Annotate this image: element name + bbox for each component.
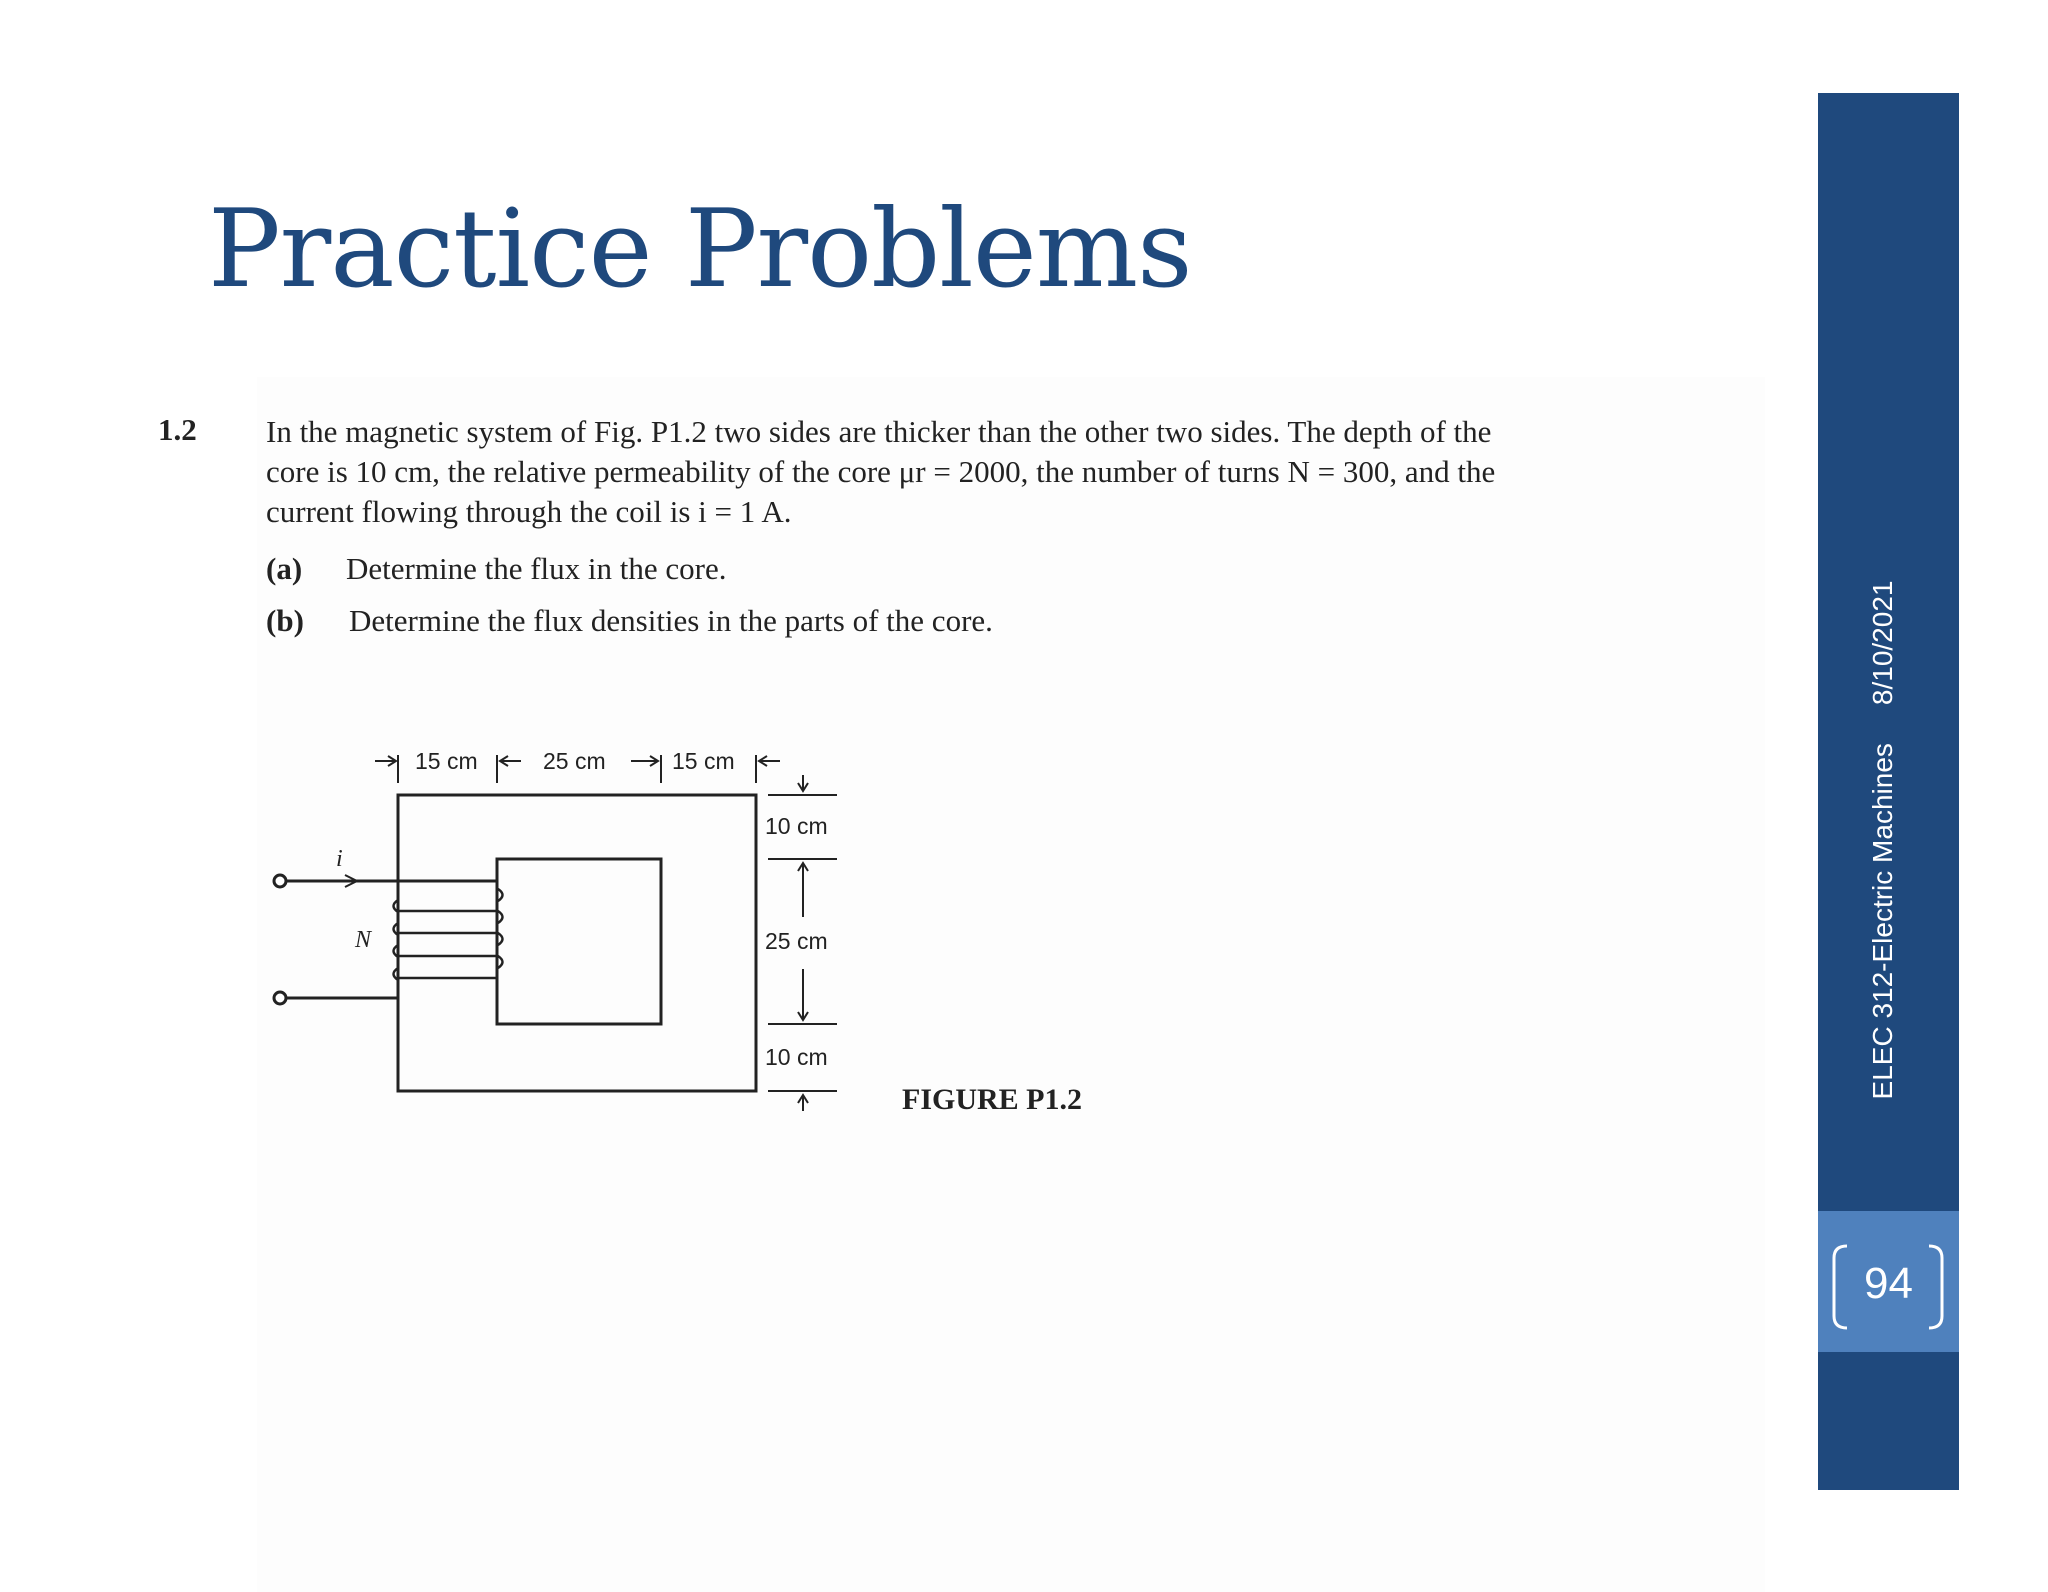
part-label: (b) <box>266 603 304 638</box>
course-name: ELEC 312-Electric Machines <box>1867 743 1898 1100</box>
part-text: Determine the flux densities in the parts of the core. <box>349 603 993 638</box>
slide-title: Practice Problems <box>208 187 1192 312</box>
magnetic-core-diagram <box>255 725 855 1135</box>
problem-line: In the magnetic system of Fig. P1.2 two sides are thicker than the other two sides. The depth of the <box>266 414 1492 449</box>
side-dim-label: 10 cm <box>765 1044 828 1070</box>
side-dim-label: 10 cm <box>765 813 828 839</box>
turns-symbol: N <box>355 927 372 953</box>
problem-number: 1.2 <box>158 412 197 447</box>
side-dim-label: 25 cm <box>765 928 828 954</box>
problem-line: core is 10 cm, the relative permeability of the core μr = 2000, the number of turns N = 300, and the <box>266 454 1496 489</box>
top-dim-label: 15 cm <box>672 748 735 774</box>
terminal-top <box>274 875 286 887</box>
problem-line: current flowing through the coil is i = 1 A. <box>266 494 792 529</box>
coil-winding <box>394 889 503 980</box>
problem-part-a <box>266 551 726 587</box>
terminal-bottom <box>274 992 286 1004</box>
core-window <box>497 859 661 1024</box>
top-dim-label: 15 cm <box>415 748 478 774</box>
figure-caption: FIGURE P1.2 <box>902 1083 1082 1116</box>
part-text: Determine the flux in the core. <box>346 551 727 586</box>
slide-date: 8/10/2021 <box>1867 580 1898 706</box>
current-symbol: i <box>336 846 343 872</box>
page-number: 94 <box>1864 1259 1913 1308</box>
part-label: (a) <box>266 551 303 586</box>
sidebar-footer <box>1867 581 1899 1100</box>
problem-statement <box>266 412 1746 532</box>
problem-part-b <box>266 603 993 639</box>
core-outer-outline <box>398 795 756 1091</box>
top-dim-label: 25 cm <box>543 748 606 774</box>
